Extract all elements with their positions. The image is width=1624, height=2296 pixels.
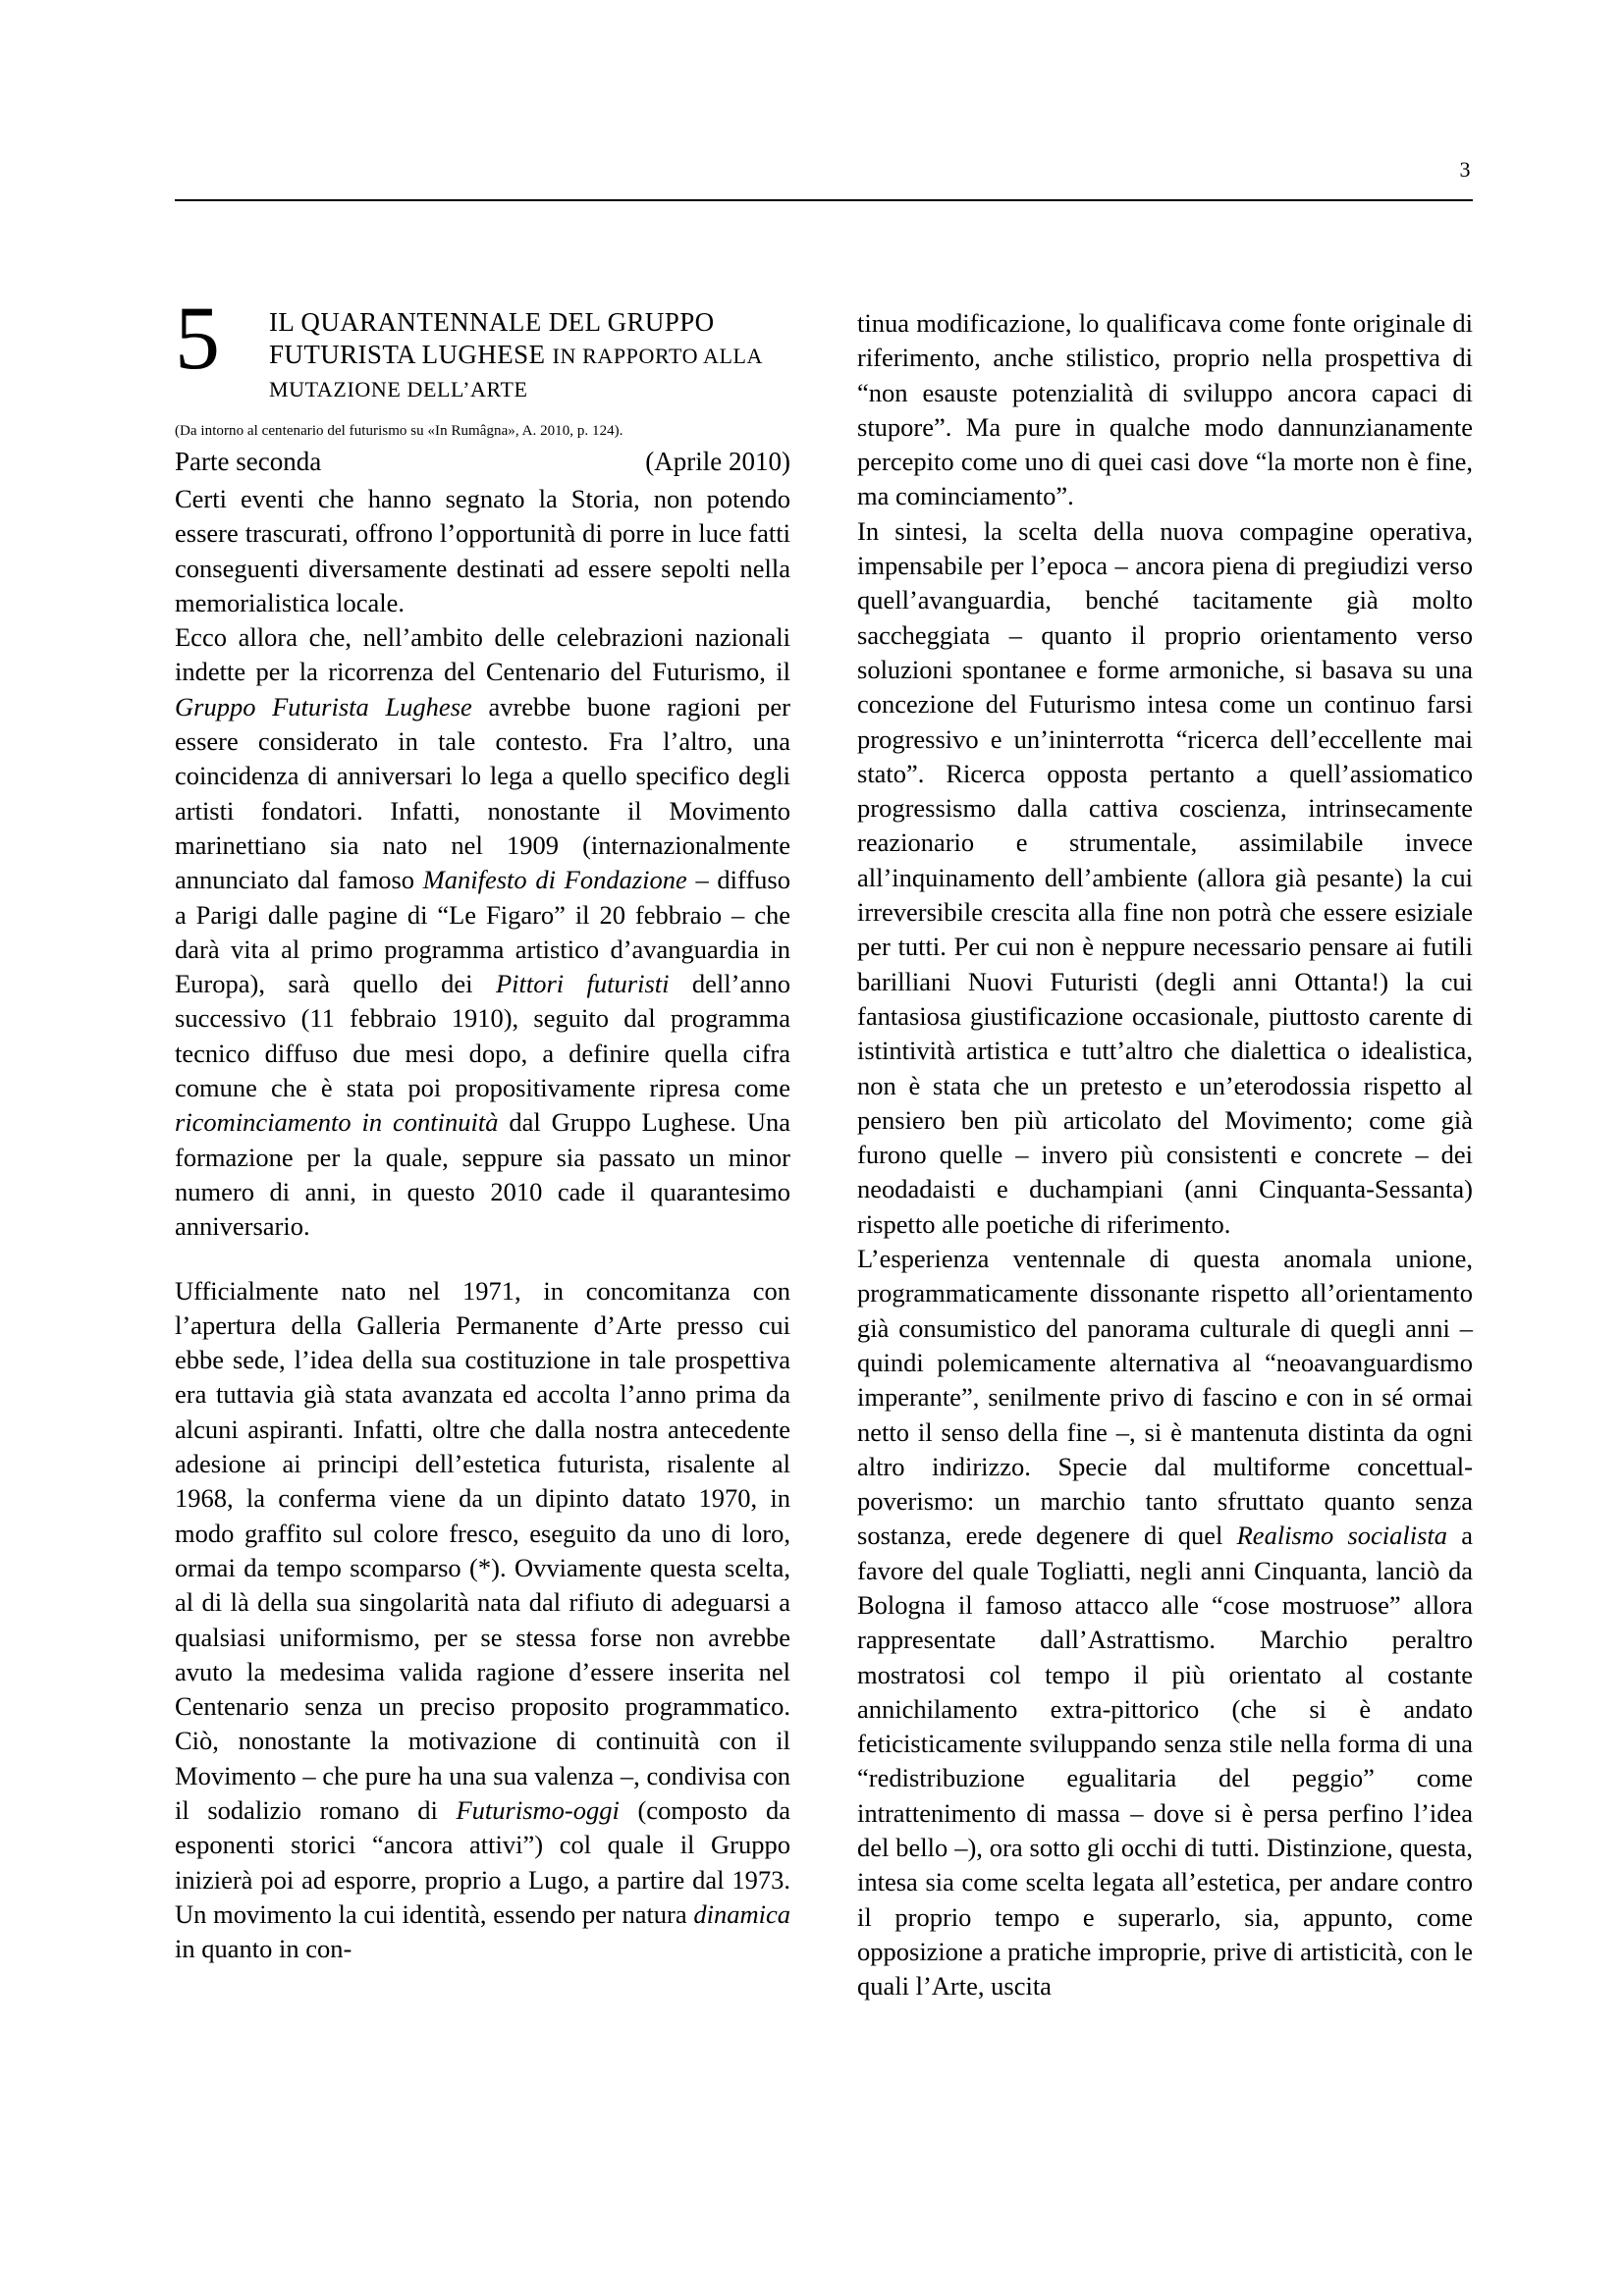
paragraph: Ufficialmente nato nel 1971, in concomitanza con l’apertura della Galleria Permanente d’Arte presso cui ebbe sede, l’idea della sua costituzione in tale prospettiva era tuttavia già stata avanzata ed accolta l’anno prima da alcuni aspiranti. Infatti, oltre che dalla nostra antecedente adesione ai principi dell’estetica futurista, risalente al 1968, la conferma viene da un dipinto datato 1970, in modo graffito sul colore fresco, eseguito da uno di loro, ormai da tempo scomparso (*). Ovviamente questa scelta, al di là della sua singolarità nata dal rifiuto di adeguarsi a qualsiasi uniformismo, per se stessa forse non avrebbe avuto la medesima valida ragione d’essere inserita nel Centenario senza un preciso proposito programmatico. Ciò, nonostante la motivazione di continuità con il Movimento – che pure ha una sua valenza –, condivisa con il sodalizio romano di Futurismo-oggi (composto da esponenti storici “ancora attivi”) col quale il Gruppo inizierà poi ad esporre, proprio a Lugo, a partire dal 1973. Un movimento la cui identità, essendo per natura dinamica in quanto in con- [175, 1275, 791, 1964]
page-number: 3 [1459, 157, 1471, 182]
chapter-title-line-1: IL QUARANTENNALE DEL GRUPPO [269, 307, 715, 337]
header-rule [175, 199, 1473, 201]
right-column [857, 306, 1473, 2004]
part-date: (Aprile 2010) [645, 447, 790, 476]
paragraph: Certi eventi che hanno segnato la Storia, non potendo essere trascurati, offrono l’opportunità di porre in luce fatti conseguenti diversamente destinati ad essere sepolti nella memorialistica locale. [175, 484, 790, 617]
part-line [175, 445, 790, 478]
chapter-title-block [175, 288, 790, 414]
two-column-layout [175, 288, 1474, 2004]
chapter-title [269, 306, 790, 405]
chapter-title-line-2-main: FUTURISTA LUGHESE [269, 340, 546, 369]
part-label: Parte seconda [175, 447, 322, 476]
left-column [175, 288, 791, 2004]
chapter-number: 5 [175, 288, 220, 388]
chapter-title-line-3: MUTAZIONE DELL’ARTE [269, 377, 528, 401]
left-column-body [175, 482, 790, 1966]
right-column-body [857, 306, 1473, 2004]
chapter-title-line-2-small: IN RAPPORTO ALLA [552, 344, 764, 368]
paragraph: L’esperienza ventennale di questa anomala unione, programmaticamente dissonante rispetto all’orientamento già consumistico del panorama culturale di quegli anni – quindi polemicamente alternativa al “neoavanguardismo imperante”, senilmente privo di fascino e con in sé ormai netto il senso della fine –, si è mantenuta distinta da ogni altro indirizzo. Specie dal multiforme concettual-poverismo: un marchio tanto sfruttato quanto senza sostanza, erede degenere di quel Realismo socialista a favore del quale Togliatti, negli anni Cinquanta, lanciò da Bologna il famoso attacco alle “cose mostruose” allora rappresentate dall’Astrattismo. Marchio peraltro mostratosi col tempo il più orientato al costante annichilamento extra-pittorico (che si è andato feticisticamente sviluppando senza stile nella forma di una “redistribuzione egualitaria del peggio” come intrattenimento di massa – dove si è persa perfino l’idea del bello –), ora sotto gli occhi di tutti. Distinzione, questa, intesa sia come scelta legata all’estetica, per andare contro il proprio tempo e superarlo, sia, appunto, come opposizione a pratiche improprie, prive di artisticità, con le quali l’Arte, uscita [857, 1244, 1474, 2002]
source-note: (Da intorno al centenario del futurismo su «In Rumâgna», A. 2010, p. 124). [175, 423, 623, 439]
paragraph: In sintesi, la scelta della nuova compagine operativa, impensabile per l’epoca – ancora piena di pregiudizi verso quell’avanguardia, benché tacitamente già molto saccheggiata – quanto il proprio orientamento verso soluzioni spontanee e forme armoniche, si basava su una concezione del Futurismo intesa come un continuo farsi progressivo e un’ininterrotta “ricerca dell’eccellente mai stato”. Ricerca opposta pertanto a quell’assiomatico progressismo dalla cattiva coscienza, intrinsecamente reazionario e strumentale, assimilabile invece all’inquinamento dell’ambiente (allora già pesante) la cui irreversibile crescita alla fine non potrà che essere esiziale per tutti. Per cui non è neppure necessario pensare ai futili barilliani Nuovi Futuristi (degli anni Ottanta!) la cui fantasiosa giustificazione occasionale, piuttosto carente di istintività artistica e tutt’altro che dialettica o idealistica, non è stata che un pretesto e un’eterodossia rispetto al pensiero ben più articolato del Movimento; come già furono quelle – invero più consistenti e concrete – dei neodadaisti e duchampiani (anni Cinquanta-Sessanta) rispetto alle poetiche di riferimento. [857, 515, 1473, 1239]
paragraph: Ecco allora che, nell’ambito delle celebrazioni nazionali indette per la ricorrenza del Centenario del Futurismo, il Gruppo Futurista Lughese avrebbe buone ragioni per essere considerato in tale contesto. Fra l’altro, una coincidenza di anniversari lo lega a quello specifico degli artisti fondatori. Infatti, nonostante il Movimento marinettiano sia nato nel 1909 (internazionalmente annunciato dal famoso Manifesto di Fondazione – diffuso a Parigi dalle pagine di “Le Figaro” il 20 febbraio – che darà vita al primo programma artistico d’avanguardia in Europa), sarà quello dei Pittori futuristi dell’anno successivo (11 febbraio 1910), seguito dal programma tecnico diffuso due mesi dopo, a definire quella cifra comune che è stata poi propositivamente ripresa come ricominciamento in continuità dal Gruppo Lughese. Una formazione per la quale, seppure sia passato un minor numero di anni, in questo 2010 cade il quarantesimo anniversario. [175, 622, 790, 1242]
paragraph: tinua modificazione, lo qualificava come fonte originale di riferimento, anche stilistico, proprio nella prospettiva di “non esauste potenzialità di sviluppo ancora capaci di stupore”. Ma pure in qualche modo dannunzianamente percepito come uno di quei casi dove “la morte non è fine, ma cominciamento”. [857, 308, 1473, 511]
